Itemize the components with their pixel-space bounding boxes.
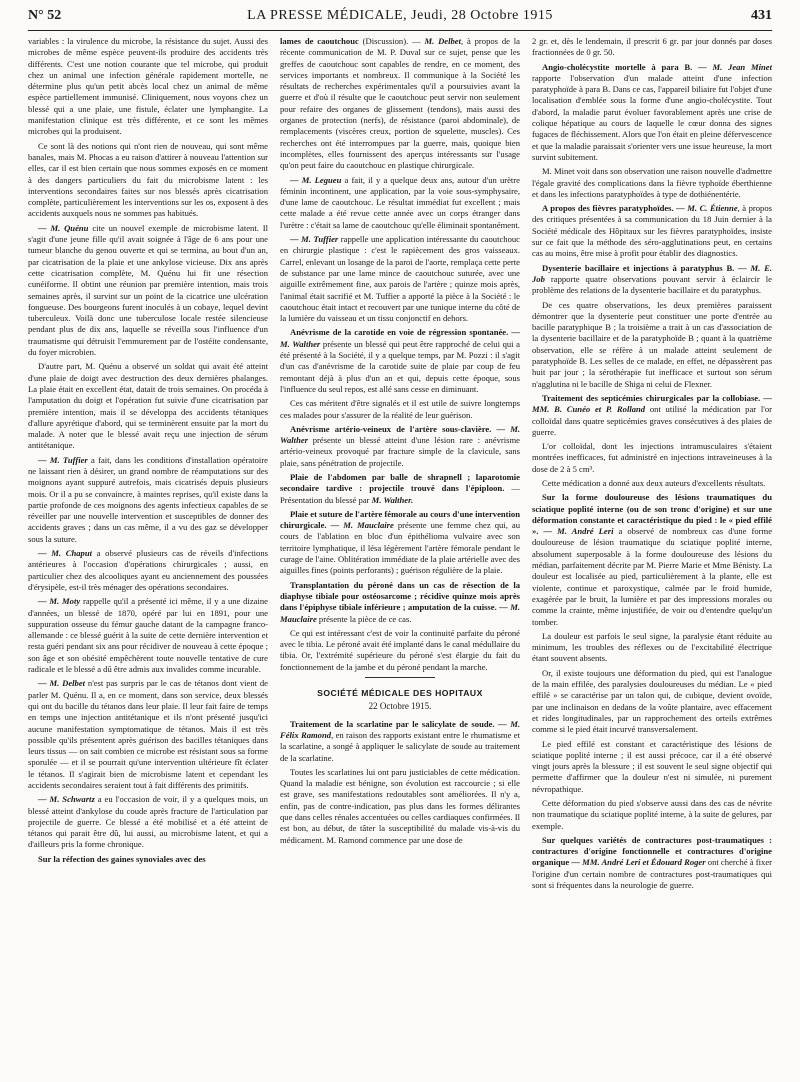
author: — M. Chaput bbox=[38, 548, 92, 559]
paragraph-text: a fait, il y a quelque deux ans, autour d'un urètre féminin incontinent, une application, par la voie sous-symphysaire, d'une lame de caoutchouc. Le résultat immédiat fut excellent ; mais cette malade a été revue cette année avec un corps étranger dans l'urètre : c'était sa lame de caoutchouc qu'elle éliminait spontanément. bbox=[280, 174, 520, 230]
paragraph-text: présente un blessé atteint d'une lésion rare : anévrisme artério-veineux provoqué par fracture simple de la clavicule, sans plaie, sans pénétration de projectile. bbox=[280, 435, 520, 468]
author: — M. Mauclaire bbox=[280, 602, 520, 624]
paragraph bbox=[28, 455, 268, 545]
paragraph bbox=[280, 234, 520, 324]
paragraph: Le pied effilé est constant et caractéristique des lésions de sciatique poplité interne ; il est aussi précoce, car il a été observé vingt jours après la blessure ; il est souvent le seul signe objectif qui permette d'affirmer que la douleur n'est ni simulée, ni purement névropathique. bbox=[532, 738, 772, 794]
paragraph bbox=[280, 327, 520, 395]
article-heading: Plaie et suture de l'artère fémorale au cours d'une intervention chirurgicale. bbox=[280, 508, 520, 531]
paragraph: Ce qui est intéressant c'est de voir la continuité parfaite du péroné avec le tibia. Le péroné avait été implanté dans le canal médullaire du tibia. Or, l'extrémité supérieure du péroné s'est élargie du fait du fonctionnement de la jambe et du péroné pendant la marche. bbox=[280, 627, 520, 672]
paragraph-text: — Présentation du blessé par bbox=[280, 483, 520, 505]
paragraph-text: a fait, dans les conditions d'installation opératoire ne laissant rien à désirer, un grand nombre de réamputations sur des moignons ayant suppuré autrefois, mais cicatrisés depuis plusieurs mois. Or il a pu se convaincre, à maintes reprises, qu'il existe dans la partie profonde de ces moignons des agents infectieux capables de se réveiller par une nouvelle intervention et susceptibles de donner des accidents graves ; dans un cas même, il a vu des gaz se développer sous la suture. bbox=[28, 454, 268, 544]
paragraph bbox=[28, 596, 268, 675]
article-heading: Sur quelques variétés de contractures post-traumatiques : contractures d'origine fonctionnelle et contractures d'origine organique bbox=[532, 834, 772, 868]
article-heading: Sur la forme douloureuse des lésions traumatiques du sciatique poplité interne (ou de son tronc d'origine) et sur une déformation constante et caractéristique du pied : le « pied effilé ». bbox=[532, 492, 772, 537]
article-heading: Traitement de la scarlatine par le salicylate de soude. bbox=[290, 718, 495, 729]
paragraph: La douleur est parfois le seul signe, la paralysie étant réduite au minimum, les troubles des réflexes ou de l'excitabilité électrique étant souvent absents. bbox=[532, 630, 772, 664]
column-2 bbox=[280, 36, 520, 1076]
article-heading: Angio-cholécystite mortelle à para B. bbox=[542, 61, 693, 72]
author: — M. Quénu bbox=[38, 222, 89, 233]
column-1 bbox=[28, 36, 268, 1076]
paragraph: D'autre part, M. Quénu a observé un soldat qui avait été atteint d'une plaie de doigt avec destruction des deux dernières phalanges. La plaie était en excellent état, datait de trois semaines. On procéda à l'amputation du doigt et l'opération fut suivie d'une cicatrisation par première intention, mais il se développa des accidents tétaniques d'allure apyrétique d'abord, qui se terminèrent ensuite par la mort du malade. A noter que le blessé avait reçu une injection de sérum antitétanique. bbox=[28, 361, 268, 451]
author: — M. Legueu bbox=[290, 174, 342, 185]
columns bbox=[28, 36, 772, 1076]
paragraph-text: a observé plusieurs cas de réveils d'infections antérieures à l'occasion d'opérations chirurgicales ; aussi, en particulier chez des alcooliques ayant eu anciennement des poussées d'érysipèle, est-il très ménager des opérations secondaires. bbox=[28, 548, 268, 592]
section-title: SOCIÉTÉ MÉDICALE DES HOPITAUX bbox=[317, 688, 483, 699]
paragraph bbox=[280, 509, 520, 577]
paragraph: De ces quatre observations, les deux premières paraissent démontrer que la dysenterie peut constituer une porte d'entrée au bacille paratyphique B ; la troisième a trait à un cas d'association de la dysenterie bacillaire et de la paratyphoïde B ; quant à la quatrième observation, elle se réfère à un malade atteint seulement de paratyphoïde B. Les selles de ce malade, en effet, ne dépassèrent pas huit par jour ; la sérothérapie fut inefficace et surtout son sérum n'agglutina ni le bacille de Shiga ni celui de Flexner. bbox=[532, 299, 772, 389]
paragraph-text: ont cherché à fixer l'origine d'un certain nombre de contractures post-traumatiques qui sont si fréquentes dans la neurologie de guerre. bbox=[532, 857, 772, 891]
author: M. Walther. bbox=[371, 494, 414, 505]
paragraph-text: présente un blessé qui peut être rapproché de celui qui a été présenté à la Société, il y a quelque temps, par M. Pozzi : il s'agit d'un cas d'anévrisme de la carotide suite de plaie par coup de feu remontant déjà à plus d'un an et qui, depuis cette époque, sous l'influence du seul repos, est allé sans cesse en diminuant. bbox=[280, 338, 520, 394]
paragraph bbox=[280, 580, 520, 625]
article-heading: Plaie de l'abdomen par balle de shrapnell ; laparotomie secondaire tardive : projectile trouvé dans l'épiploon. bbox=[280, 471, 520, 494]
author: — M. André Leri bbox=[538, 526, 614, 537]
paragraph bbox=[532, 393, 772, 438]
paragraph: M. Minet voit dans son observation une raison nouvelle d'admettre l'égale gravité des complications dans la fièvre typhoïde éberthienne et dans les infections paratyphoïdes à type de dothiénentérie. bbox=[532, 166, 772, 199]
article-heading: Sur la réfection des gaines synoviales avec des bbox=[38, 853, 206, 864]
paragraph: variables : la virulence du microbe, la résistance du sujet. Aussi des microbes de même espèce peuvent-ils produire des accidents très différents. C'est une notion courante que tel microbe, qui produit chez un animal une infection générale rapidement mortelle, ne détermine plus qu'un petit abcès local chez un animal de même espèce partiellement immunisé. Cliniquement, nous voyons chez un blessé qui a une plaie, une fistule, éclater une lymphangite. La manifestation clinique est très différente, et ce sont les mêmes microbes qui la produisent. bbox=[28, 36, 268, 137]
author: — MM. B. Cunéo et P. Rolland bbox=[532, 392, 772, 415]
author: — M. Walther bbox=[280, 423, 520, 446]
author: — M. Walther bbox=[280, 327, 520, 349]
article-heading: A propos des fièvres paratyphoïdes. bbox=[542, 203, 674, 214]
paragraph-text: , à propos des critiques présentées à sa communication du 18 Juin dernier à la Société médicale des Hôpitaux sur les fièvres paratyphoïdes, insiste sur ce fait que la méthode des séro-agglutinations peut, en certains cas au moins, être mise à profit pour établir des diagnostics. bbox=[532, 203, 772, 259]
paragraph: L'or colloïdal, dont les injections intramusculaires s'étaient montrées inefficaces, fut administré en injections intraveineuses à la dose de 2 à 5 cm³. bbox=[532, 441, 772, 474]
author: — MM. André Leri et Édouard Roger bbox=[569, 857, 706, 868]
article-heading: lames de caoutchouc bbox=[280, 36, 359, 46]
article-heading: Traitement des septicémies chirurgicales par la collobiase. bbox=[542, 392, 761, 403]
paragraph: Toutes les scarlatines lui ont paru justiciables de cette médication. Quand la maladie est bénigne, son évolution est raccourcie ; si elle est grave, ses manifestations redoutables sont améliorées. Il n'y a, enfin, pas de contre-indication, pas plus dans les formes délirantes que dans celles rénales accentuées ou celles cardiaques confirmées. Il est bon, au début, de tâter la susceptibilité du malade vis-à-vis du médicament. M. Ramond commence par une dose de bbox=[280, 766, 520, 845]
paragraph-text: , en raison des rapports existant entre le rhumatisme et la scarlatine, a songé à appliquer le salicylate de soude au traitement de la scarlatine. bbox=[280, 729, 520, 763]
paragraph bbox=[280, 36, 520, 172]
issue-number: N° 52 bbox=[28, 8, 62, 23]
paragraph-text: (Discussion). — bbox=[358, 36, 425, 46]
paragraph bbox=[28, 854, 268, 865]
paragraph bbox=[280, 719, 520, 764]
paragraph-text: cite un nouvel exemple de microbisme latent. Il s'agit d'une jeune fille qu'il avait soignée à l'âge de 6 ans pour une tumeur blanche du genou ouverte et qui se termina, au bout d'un an, par cicatrisation de la plaie et une ankylose vicieuse. Dix ans après cette cicatrisation complète, M. Quénu lui fit une résection cunéiforme. Il obtint une réunion par première intention, mais trois semaines après, il survint sur un point de la cicatrice une ulcération fongueuse. Des bourgeons furent inoculés à un cobaye, lequel devint tuberculeux. Voilà donc une tuberculose locale restée silencieuse pendant plus de dix ans, laquelle se réveilla sous l'influence d'un traumatisme qui détruisit l'emmurement par de l'ostéite condensante, du foyer microbien. bbox=[28, 222, 268, 358]
page-header bbox=[28, 8, 772, 28]
paragraph-text: rappelle qu'il a présenté ici même, il y a une dizaine d'années, un blessé de 1870, opéré par lui en 1891, pour une suppuration osseuse du fémur gauche datant de la campagne franco-allemande : ce blessé guérit à la suite de cette dernière intervention et resta guéri pendant six ans pour récidiver de nouveau à cette époque ; son âge et son obésité empêchèrent toute nouvelle tentative de cure radicale et le blessé a dû être admis aux invalides comme incurable. bbox=[28, 596, 268, 675]
masthead-title: LA PRESSE MÉDICALE, Jeudi, 28 Octobre 1915 bbox=[247, 8, 553, 23]
paragraph bbox=[532, 62, 772, 164]
page-number: 431 bbox=[751, 8, 772, 23]
paragraph-text: a observé de nombreux cas d'une forme douloureuse de lésion traumatique du sciatique poplité interne, absolument superposable à la forme douloureuse des lésions du médian, parfaitement décrite par M. Pierre Marie et Mme Bénisty. La douleur est localisée au pied, particulièrement à la plante, elle est violente, continue et paroxystique, calmée par le froid humide, exagérée par le bruit, la lumière et par des impressions morales ou comme la crainte, même injustifiée, de voir ou d'entendre quelqu'un tomber. bbox=[532, 526, 772, 627]
paragraph-text: rappelle une application intéressante du caoutchouc en chirurgie plastique : c'est le rapiècement des gros vaisseaux. Carrel, enlevant un losange de la paroi de l'aorte, remplaça cette perte de substance par une lame mince de caoutchouc suturée, avec une aiguille extrêmement fine, aux parois de l'artère ; quinze mois après, l'animal était sacrifié et M. Tuffier a apporté la pièce à la Société : le caoutchouc était intact et recouvert par une tunique interne du côté de la lumière du vaisseau et un tissu conjonctif en dehors. bbox=[280, 234, 520, 324]
article-heading: Anévrisme artério-veineux de l'artère sous-clavière. bbox=[290, 423, 492, 434]
article-heading: Dysenterie bacillaire et injections à paratyphus B. bbox=[542, 262, 735, 273]
paragraph-text: n'est pas surpris par le cas de tétanos dont vient de parler M. Quénu. Il a, en ce moment, dans son service, deux blessés qui ont du bacille du tétanos dans leur plaie. Il leur fait faire de temps en temps une injection antitétanique et ils n'ont présenté jusqu'ici aucune manifestation symptomatique de tétanos. Mais il est très possible qu'ils présentent après guérison des bacilles tétaniques dans leurs tissus — on sait combien ce microbe est résistant sous sa forme sporulée — et il se pourrait qu'une intervention ultérieure fît éclater le tétanos. Il s'agirait bien de microbisme latent et cependant les accidents secondaires seraient tout à fait différents des primitifs. bbox=[28, 678, 268, 790]
paragraph bbox=[280, 424, 520, 469]
paragraph bbox=[28, 794, 268, 850]
article-heading: Transplantation du péroné dans un cas de résection de la diaphyse tibiale pour ostéosarcome ; récidive quinze mois après dans l'épiphyse tibiale inférieure ; amputation de la cuisse. bbox=[280, 579, 520, 613]
header-rule bbox=[28, 30, 772, 31]
author: — M. Félix Ramond bbox=[280, 718, 520, 740]
paragraph-text: rapporte quatre observations pouvant servir à éclaircir le problème des relations de la dysenterie bacillaire et du paratyphus. bbox=[532, 273, 772, 296]
paragraph bbox=[28, 678, 268, 791]
paragraph: Ces cas méritent d'être signalés et il est utile de suivre longtemps ces malades pour s'assurer de la réalité de leur guérison. bbox=[280, 398, 520, 420]
paragraph: Or, il existe toujours une déformation du pied, qui est l'analogue de la main effilée, des paralysies douloureuses du médian. Le « pied effilé » se caractérise par un talon qui, de cubique, devient ovoïde, par une inclinaison en dedans de la voûte plantaire, avec effacement et rides longitudinales, par un rapprochement des orteils extrêmes comme si le pied était incurvé transversalement. bbox=[532, 667, 772, 735]
author: — M. Tuffier bbox=[38, 454, 88, 465]
paragraph-text: ont utilisé la médication par l'or colloïdal dans quatre septicémies graves consécutives à des plaies de guerre. bbox=[532, 404, 772, 437]
paragraph: Cette médication a donné aux deux auteurs d'excellents résultats. bbox=[542, 477, 766, 488]
paragraph bbox=[532, 492, 772, 628]
author: — M. Moty bbox=[38, 596, 81, 607]
paragraph: 2 gr. et, dès le lendemain, il prescrit 6 gr. par jour donnés par doses fractionnées de 0 gr. 50. bbox=[532, 36, 772, 58]
author: — M. Delbet bbox=[38, 678, 86, 689]
paragraph bbox=[532, 263, 772, 297]
paragraph bbox=[280, 175, 520, 231]
section-divider bbox=[365, 677, 435, 678]
article-heading: Anévrisme de la carotide en voie de régression spontanée. bbox=[290, 327, 509, 338]
author: — M. Mauclaire bbox=[326, 520, 394, 531]
paragraph-text: rapporte l'observation d'un malade atteint d'une infection paratyphoïde à para B. Dans ce cas, l'appareil biliaire fut l'objet d'une localisation d'emblée sous la forme d'une angio-cholécystite. Tout d'abord, la maladie parut évoluer favorablement après une crise de colique hépatique au cours de laquelle le cœur donna des signes fugaces de fléchissement. Alors que l'on était en pleine défervescence et que la maladie paraissait s'orienter vers une issue heureuse, la mort survint subitement. bbox=[532, 72, 772, 162]
author: — M. Jean Minet bbox=[692, 61, 772, 72]
paragraph bbox=[532, 835, 772, 891]
author: — M. C. Étienne bbox=[673, 203, 738, 214]
paragraph: Cette déformation du pied s'observe aussi dans des cas de névrite non traumatique du sciatique poplité interne, à la suite de gelures, par exemple. bbox=[532, 798, 772, 831]
section-date: 22 Octobre 1915. bbox=[368, 701, 432, 712]
paragraph-text: , à propos de la récente communication de M. P. Duval sur ce sujet, pense que les greffes de caoutchouc sont capables de rendre, en ce moment, des services importants et nombreux. Il communique à la Société les résultats de recherches expérimentales qu'il a poursuivies avant la guerre et d'où il résulte que le caoutchouc peut servir non seulement pour refaire des organes de glissement (tendons), mais aussi des organes de protection (nerfs), de résistance (paroi abdominale), de remplacements (viscères creux, portion de squelette, muscles). Ces recherches ont été interrompues par la guerre, mais, quoique bien incomplètes, elles fournissent des aperçus intéressants sur l'usage qu'on peut faire du caoutchouc en plastique chirurgicale. bbox=[280, 36, 520, 171]
author: — M. Tuffier bbox=[290, 234, 339, 245]
author: — M. Schwartz bbox=[38, 794, 95, 805]
author: — M. E. Job bbox=[532, 262, 772, 284]
paragraph-text: a eu l'occasion de voir, il y a quelques mois, un blessé atteint d'ankylose du coude après fracture de l'articulation par projectile de guerre. Ce blessé a été mobilisé et a été atteint de tétanos qui parait être dû, lui aussi, au microbisme latent, et qui a d'ailleurs pris la forme chronique. bbox=[28, 794, 268, 850]
paragraph bbox=[28, 548, 268, 593]
paragraph: Ce sont là des notions qui n'ont rien de nouveau, qui sont même banales, mais M. Phocas a eu raison d'attirer à nouveau l'attention sur elles, car il est bien certain que nous sommes exposés en ce moment à des dangers particuliers du fait du microbisme latent : les interventions secondaires faites sur nos blessés après cicatrisation complète, particulièrement les interventions sur les os, exposent à des accidents auxquels nous ne sommes pas habitués. bbox=[28, 140, 268, 219]
paragraph bbox=[28, 223, 268, 359]
author: M. Delbet bbox=[424, 36, 461, 46]
paragraph-text: présente la pièce de ce cas. bbox=[316, 613, 412, 624]
paragraph bbox=[532, 203, 772, 259]
column-3 bbox=[532, 36, 772, 1076]
paragraph-text: présente une femme chez qui, au cours de l'ablation en bloc d'un épithélioma vulvaire avec son territoire lymphatique, il lésa légèrement l'artère fémorale pendant le curage de l'aine. Oblitération immédiate de la plaie artérielle avec des aiguilles fines (points perforants) ; guérison régulière de la plaie. bbox=[280, 520, 520, 576]
paragraph bbox=[280, 472, 520, 506]
